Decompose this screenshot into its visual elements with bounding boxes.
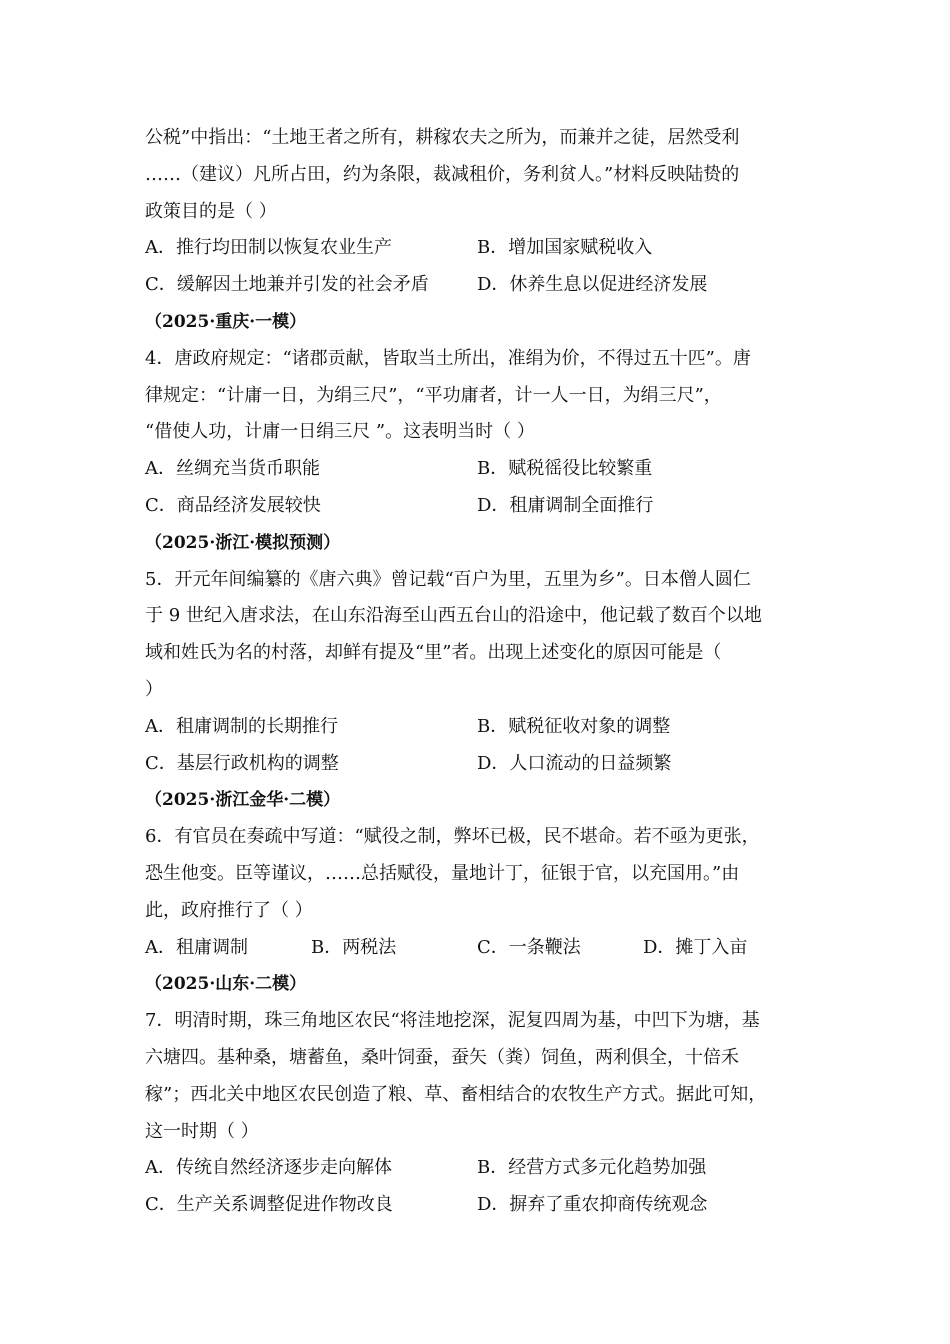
question-7 <box>145 966 810 1224</box>
question-text-line: 6．有官员在奏疏中写道：“赋役之制，弊坏已极，民不堪命。若不亟为更张， <box>145 826 760 848</box>
option-b[interactable]: B．赋税征收对象的调整 <box>477 715 671 737</box>
question-text-line: 稼”；西北关中地区农民创造了粮、草、畜相结合的农牧生产方式。据此可知， <box>145 1083 767 1105</box>
option-c[interactable]: C．缓解因土地兼并引发的社会矛盾 <box>145 274 429 296</box>
options-row <box>145 488 810 525</box>
option-d[interactable]: D．摊丁入亩 <box>643 936 748 958</box>
exam-page <box>145 120 810 1224</box>
option-a[interactable]: A．租庸调制 <box>145 936 248 958</box>
question-source: （2025·山东·二模） <box>145 974 307 995</box>
option-a[interactable]: A．传统自然经济逐步走向解体 <box>145 1157 392 1179</box>
options-row <box>145 709 810 746</box>
option-c[interactable]: C．一条鞭法 <box>477 936 581 958</box>
option-a[interactable]: A．租庸调制的长期推行 <box>145 715 338 737</box>
option-a[interactable]: A．丝绸充当货币职能 <box>145 458 320 480</box>
options-row <box>145 451 810 488</box>
options-row <box>145 746 810 783</box>
options-row <box>145 267 810 304</box>
question-text-line: 7．明清时期，珠三角地区农民“将洼地挖深，泥复四周为基，中凹下为塘，基 <box>145 1010 760 1032</box>
options-row <box>145 1187 810 1224</box>
question-text-line: ） <box>145 678 163 700</box>
option-d[interactable]: D．人口流动的日益频繁 <box>477 752 672 774</box>
options-row <box>145 1150 810 1187</box>
question-text-line: 律规定：“计庸一日，为绢三尺”，“平功庸者，计一人一日，为绢三尺”， <box>145 384 722 406</box>
question-3-continuation <box>145 120 810 304</box>
question-text-line: 政策目的是（ ） <box>145 200 277 222</box>
question-text-line: 这一时期（ ） <box>145 1120 259 1142</box>
question-text-line: 于 9 世纪入唐求法，在山东沿海至山西五台山的沿途中，他记载了数百个以地 <box>145 605 762 627</box>
option-d[interactable]: D．租庸调制全面推行 <box>477 494 654 516</box>
option-a[interactable]: A．推行均田制以恢复农业生产 <box>145 237 392 259</box>
question-text-line: 域和姓氏为名的村落，却鲜有提及“里”者。出现上述变化的原因可能是（ <box>145 642 722 664</box>
question-text-line: 此，政府推行了（ ） <box>145 899 313 921</box>
options-row <box>145 230 810 267</box>
question-6 <box>145 782 810 966</box>
option-c[interactable]: C．商品经济发展较快 <box>145 494 321 516</box>
question-source: （2025·浙江·模拟预测） <box>145 532 341 553</box>
question-source: （2025·重庆·一模） <box>145 311 307 332</box>
option-c[interactable]: C．基层行政机构的调整 <box>145 752 339 774</box>
question-text-line: ……（建议）凡所占田，约为条限，裁减租价，务利贫人。”材料反映陆贽的 <box>145 163 740 185</box>
options-row <box>145 930 810 967</box>
question-text-line: 恐生他变。臣等谨议，……总括赋役，量地计丁，征银于官，以充国用。”由 <box>145 862 740 884</box>
option-b[interactable]: B．两税法 <box>311 936 397 958</box>
question-source: （2025·浙江金华·二模） <box>145 790 341 811</box>
option-b[interactable]: B．增加国家赋税收入 <box>477 237 653 259</box>
question-text-line: 公税”中指出：“土地王者之所有，耕稼农夫之所为，而兼并之徒，居然受利 <box>145 127 740 148</box>
question-text-line: 5．开元年间编纂的《唐六典》曾记载“百户为里，五里为乡”。日本僧人圆仁 <box>145 568 751 590</box>
question-text-line: 六塘四。基种桑，塘蓄鱼，桑叶饲蚕，蚕矢（粪）饲鱼，两利俱全，十倍禾 <box>145 1046 739 1068</box>
option-c[interactable]: C．生产关系调整促进作物改良 <box>145 1194 393 1216</box>
option-d[interactable]: D．休养生息以促进经济发展 <box>477 274 708 296</box>
option-b[interactable]: B．赋税徭役比较繁重 <box>477 458 653 480</box>
question-text-line: 4．唐政府规定：“诸郡贡献，皆取当土所出，准绢为价，不得过五十匹”。唐 <box>145 347 751 369</box>
question-text-line: “借使人功，计庸一日绢三尺 ”。这表明当时（ ） <box>145 421 535 443</box>
option-d[interactable]: D．摒弃了重农抑商传统观念 <box>477 1194 708 1216</box>
option-b[interactable]: B．经营方式多元化趋势加强 <box>477 1157 707 1179</box>
question-4 <box>145 304 810 525</box>
question-5 <box>145 525 810 783</box>
